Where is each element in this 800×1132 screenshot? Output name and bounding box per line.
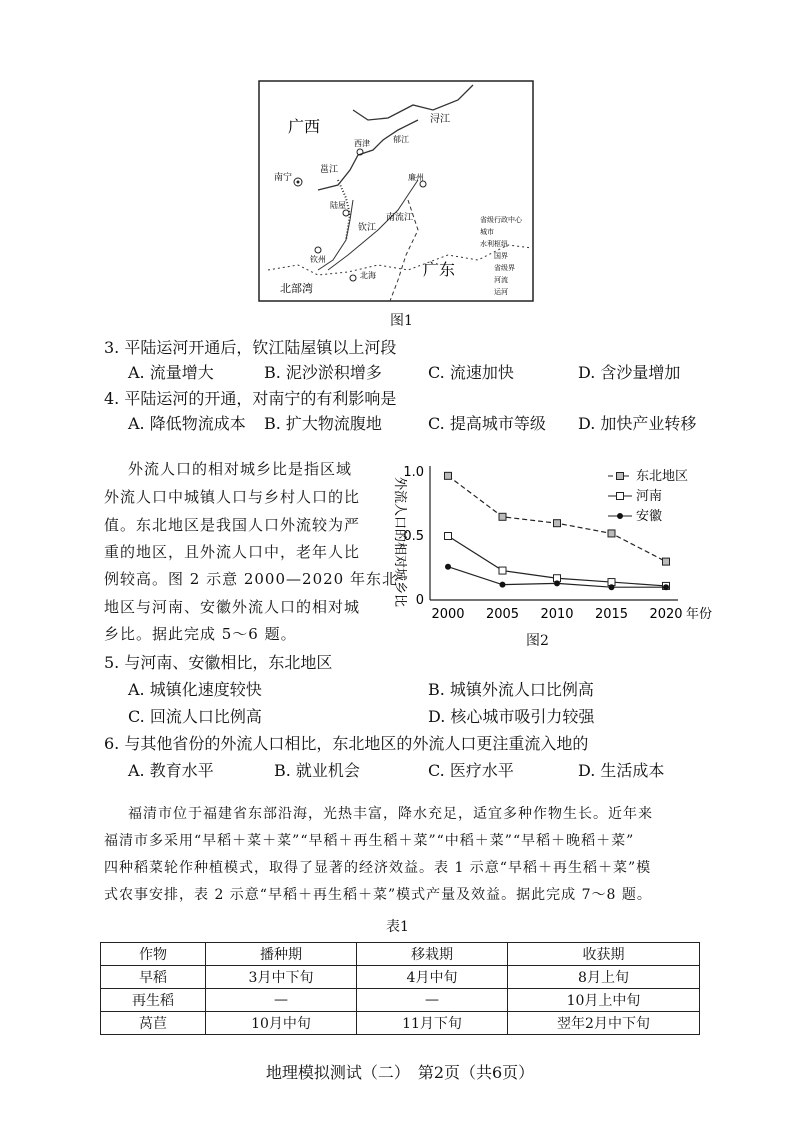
label-yuzhou: 郁江 xyxy=(393,135,409,144)
data-point-northeast xyxy=(499,513,506,520)
table-cell: 11月下旬 xyxy=(357,1012,508,1035)
table-cell: 10月中旬 xyxy=(206,1012,357,1035)
q6-option-c[interactable]: C. 医疗水平 xyxy=(428,761,514,780)
passage1-line: 地区与河南、安徽外流人口的相对城 xyxy=(104,598,361,616)
q4-option-b[interactable]: B. 扩大物流腹地 xyxy=(264,414,382,433)
label-xunjiang: 浔江 xyxy=(430,114,450,125)
svg-text:城市: 城市 xyxy=(480,228,494,236)
chart-y-tick-label: 0.5 xyxy=(403,529,424,544)
table-cell: — xyxy=(206,989,357,1012)
q4-option-a[interactable]: A. 降低物流成本 xyxy=(128,414,246,433)
q3-option-a[interactable]: A. 流量增大 xyxy=(128,363,214,382)
legend-label-northeast: 东北地区 xyxy=(636,469,689,484)
data-point-anhui xyxy=(554,580,560,586)
data-point-northeast xyxy=(663,558,670,565)
passage1-line: 外流人口的相对城乡比是指区域 xyxy=(128,460,353,478)
series-line-northeast xyxy=(448,476,666,562)
table-cell: — xyxy=(357,989,508,1012)
q5-option-c[interactable]: C. 回流人口比例高 xyxy=(128,707,262,726)
table-cell: 8月上旬 xyxy=(508,966,700,989)
svg-text:省级行政中心: 省级行政中心 xyxy=(480,216,522,224)
q5-option-b[interactable]: B. 城镇外流人口比例高 xyxy=(428,680,594,699)
table-cell: 翌年2月中下旬 xyxy=(508,1012,700,1035)
label-guangdong: 广东 xyxy=(423,260,456,279)
legend-marker-henan xyxy=(617,493,624,500)
figure1-map xyxy=(258,80,534,302)
legend-label-henan: 河南 xyxy=(636,489,663,504)
table-header: 移栽期 xyxy=(357,943,508,966)
q3-option-d[interactable]: D. 含沙量增加 xyxy=(578,363,681,382)
data-point-anhui xyxy=(500,582,506,588)
q3-stem: 3. 平陆运河开通后，钦江陆屋镇以上河段 xyxy=(104,338,397,357)
page-footer: 地理模拟测试（二） 第2页（共6页） xyxy=(265,1063,535,1082)
figure2-chart xyxy=(378,452,713,627)
table-row xyxy=(101,1012,700,1035)
label-nanning: 南宁 xyxy=(274,173,293,183)
svg-text:河流: 河流 xyxy=(494,276,508,284)
data-point-henan xyxy=(445,533,452,540)
passage1-line: 乡比。据此完成 5～6 题。 xyxy=(104,625,297,643)
passage1-line: 外流人口中城镇人口与乡村人口的比 xyxy=(104,488,361,506)
chart-legend xyxy=(636,468,688,524)
q3-option-c[interactable]: C. 流速加快 xyxy=(428,363,514,382)
chart-x-tick-label: 2010 xyxy=(540,607,574,622)
table1-caption: 表1 xyxy=(386,919,409,935)
data-point-anhui xyxy=(609,584,615,590)
q5-option-a[interactable]: A. 城镇化速度较快 xyxy=(128,680,262,699)
q4-option-c[interactable]: C. 提高城市等级 xyxy=(428,414,546,433)
label-lianzhou: 廉州 xyxy=(408,173,424,182)
svg-text:国界: 国界 xyxy=(494,252,508,260)
chart-x-tick-label: 2000 xyxy=(431,607,465,622)
table-cell: 早稻 xyxy=(101,966,206,989)
q6-option-d[interactable]: D. 生活成本 xyxy=(578,761,665,780)
label-nanliu: 南流江 xyxy=(386,213,414,223)
label-guangxi: 广西 xyxy=(288,117,321,136)
label-xijin: 西津 xyxy=(354,139,370,148)
table-cell: 莴苣 xyxy=(101,1012,206,1035)
data-point-henan xyxy=(499,567,506,574)
chart-x-tick-label: 2005 xyxy=(485,607,520,622)
legend-label-anhui: 安徽 xyxy=(636,509,663,524)
label-beihai: 北海 xyxy=(360,271,376,280)
chart-xlabel: 年份 xyxy=(686,607,713,622)
chart-ylabel: 外流人口的相对城乡比 xyxy=(392,476,407,608)
passage1-line: 重的地区，且外流人口中，老年人比 xyxy=(104,543,361,561)
capital-marker-dot xyxy=(297,181,300,184)
passage2-line: 福清市多采用“早稻＋菜＋菜”“早稻＋再生稻＋菜”“中稻＋菜”“早稻＋晚稻＋菜” xyxy=(104,833,635,849)
table1 xyxy=(100,942,700,1035)
legend-marker-anhui xyxy=(617,513,623,519)
chart-x-tick-label: 2020 xyxy=(649,607,683,622)
label-beibuwan: 北部湾 xyxy=(280,282,313,295)
table-cell: 3月中下旬 xyxy=(206,966,357,989)
svg-text:省级界: 省级界 xyxy=(494,264,515,272)
q3-option-b[interactable]: B. 泥沙淤积增多 xyxy=(264,363,382,382)
label-yongjiang: 邕江 xyxy=(320,165,339,175)
table-cell: 10月上中旬 xyxy=(508,989,700,1012)
table-header-row xyxy=(101,943,700,966)
table-header: 作物 xyxy=(101,943,206,966)
data-point-northeast xyxy=(608,530,615,537)
q6-stem: 6. 与其他省份的外流人口相比，东北地区的外流人口更注重流入地的 xyxy=(104,734,589,753)
label-qinjiang: 钦江 xyxy=(358,223,377,233)
svg-text:运河: 运河 xyxy=(494,288,508,296)
chart-y-tick-label: 0 xyxy=(415,593,424,608)
svg-text:水利枢纽: 水利枢纽 xyxy=(480,240,508,248)
passage2-line: 福清市位于福建省东部沿海，光热丰富，降水充足，适宜多种作物生长。近年来 xyxy=(128,806,653,822)
table-header: 收获期 xyxy=(508,943,700,966)
legend-marker-northeast xyxy=(617,473,624,480)
q6-option-b[interactable]: B. 就业机会 xyxy=(274,761,360,780)
q5-option-d[interactable]: D. 核心城市吸引力较强 xyxy=(428,707,595,726)
table-row xyxy=(101,989,700,1012)
label-qinzhou: 钦州 xyxy=(310,255,326,264)
table-row xyxy=(101,966,700,989)
data-point-northeast xyxy=(554,520,561,527)
passage2-line: 式农事安排，表 2 示意“早稻＋再生稻＋菜”模式产量及效益。据此完成 7～8 题。 xyxy=(104,887,652,903)
data-point-anhui xyxy=(663,584,669,590)
figure2-caption: 图2 xyxy=(526,633,549,649)
q5-stem: 5. 与河南、安徽相比，东北地区 xyxy=(104,653,333,672)
q4-option-d[interactable]: D. 加快产业转移 xyxy=(578,414,697,433)
passage2-line: 四种稻菜轮作种植模式，取得了显著的经济效益。表 1 示意“早稻＋再生稻＋菜”模 xyxy=(104,860,652,876)
passage1-line: 值。东北地区是我国人口外流较为严 xyxy=(104,516,361,534)
data-point-anhui xyxy=(445,564,451,570)
table-cell: 4月中旬 xyxy=(357,966,508,989)
label-luwu: 陆屋 xyxy=(330,201,346,210)
q6-option-a[interactable]: A. 教育水平 xyxy=(128,761,214,780)
figure1-caption: 图1 xyxy=(390,313,413,329)
table-cell: 再生稻 xyxy=(101,989,206,1012)
chart-y-tick-label: 1.0 xyxy=(403,465,424,480)
data-point-northeast xyxy=(445,472,452,479)
chart-x-tick-label: 2015 xyxy=(594,607,629,622)
table-header: 播种期 xyxy=(206,943,357,966)
q4-stem: 4. 平陆运河的开通，对南宁的有利影响是 xyxy=(104,389,397,408)
passage1-line: 例较高。图 2 示意 2000—2020 年东北 xyxy=(104,570,398,588)
